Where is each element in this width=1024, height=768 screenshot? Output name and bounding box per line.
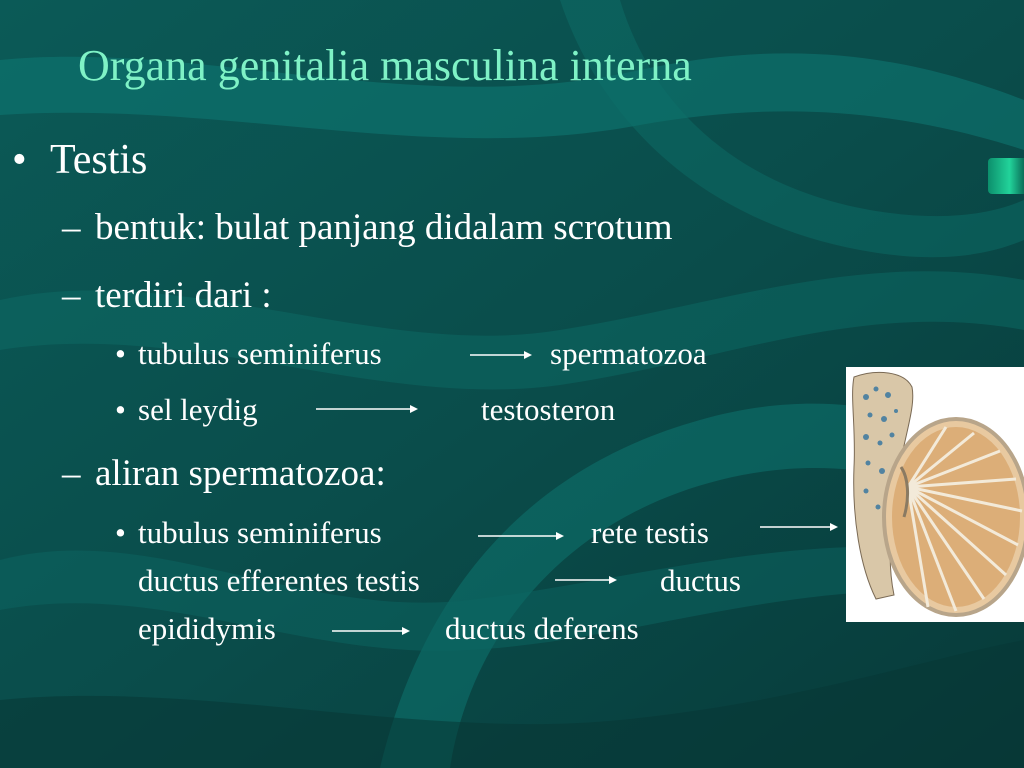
accent-tab-decoration [988, 158, 1024, 194]
right-arrow-icon [332, 624, 410, 638]
flow-ductus-deferens: ductus deferens [445, 611, 639, 646]
bullet-l3: • [115, 336, 126, 371]
flow-tubulus-seminiferus: tubulus seminiferus [138, 515, 382, 550]
bullet-aliran: aliran spermatozoa: [95, 453, 386, 494]
right-arrow-icon [478, 529, 564, 543]
testis-cross-section-illustration [846, 367, 1024, 622]
item-testosteron: testosteron [481, 392, 616, 427]
right-arrow-icon [760, 520, 838, 534]
flow-epididymis: epididymis [138, 611, 276, 646]
flow-ductus-efferentes: ductus efferentes testis [138, 563, 420, 598]
right-arrow-icon [470, 348, 532, 362]
bullet-l2-dash: – [62, 207, 81, 248]
bullet-l3: • [115, 515, 126, 550]
item-sel-leydig: sel leydig [138, 392, 258, 427]
right-arrow-icon [555, 573, 617, 587]
slide-title: Organa genitalia masculina interna [78, 41, 692, 90]
bullet-l2-dash: – [62, 453, 81, 494]
flow-ductus: ductus [660, 563, 741, 598]
item-tubulus-seminiferus: tubulus seminiferus [138, 336, 382, 371]
item-spermatozoa: spermatozoa [550, 336, 707, 371]
bullet-bentuk: bentuk: bulat panjang didalam scrotum [95, 207, 673, 248]
bullet-testis: Testis [50, 137, 148, 183]
flow-rete-testis: rete testis [591, 515, 709, 550]
bullet-l1: • [12, 137, 27, 183]
bullet-terdiri: terdiri dari : [95, 275, 272, 316]
testis-illustration-icon [846, 367, 1024, 622]
bullet-l3: • [115, 392, 126, 427]
bullet-l2-dash: – [62, 275, 81, 316]
right-arrow-icon [316, 402, 418, 416]
